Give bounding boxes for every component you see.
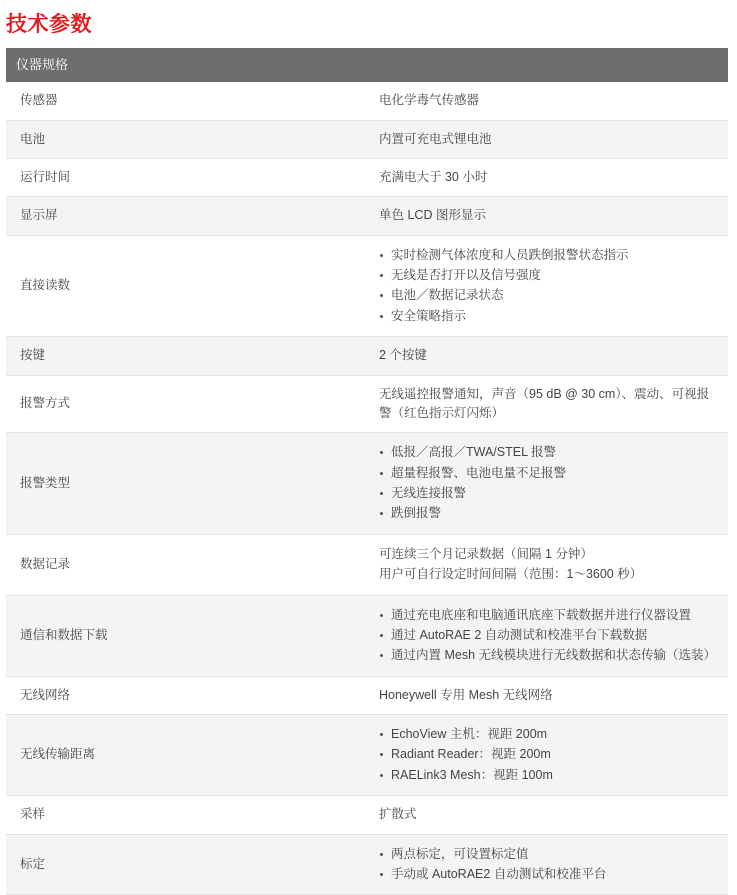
spec-label: 报警方式: [6, 375, 367, 433]
spec-bullet-item: 安全策略指示: [379, 307, 718, 326]
table-row: [6, 534, 728, 595]
spec-bullet-item: 实时检测气体浓度和人员跌倒报警状态指示: [379, 246, 718, 265]
spec-value: 2 个按键: [367, 337, 728, 375]
spec-label: 数据记录: [6, 534, 367, 595]
spec-label: 传感器: [6, 82, 367, 120]
spec-bullet-list: [379, 606, 718, 666]
page-title: 技术参数: [6, 13, 92, 36]
spec-label: 显示屏: [6, 197, 367, 235]
table-row: [6, 433, 728, 535]
table-row: [6, 337, 728, 375]
table-row: [6, 235, 728, 337]
table-header-row: [6, 48, 728, 82]
spec-value: [367, 834, 728, 895]
spec-value: 电化学毒气传感器: [367, 82, 728, 120]
spec-label: 运行时间: [6, 158, 367, 196]
spec-label: 标定: [6, 834, 367, 895]
table-row: [6, 676, 728, 714]
table-header-label: 仪器规格: [6, 48, 728, 82]
spec-value: 单色 LCD 图形显示: [367, 197, 728, 235]
spec-bullet-item: 低报／高报／TWA/STEL 报警: [379, 443, 718, 462]
spec-value: 扩散式: [367, 796, 728, 834]
table-row: [6, 120, 728, 158]
spec-label: 电池: [6, 120, 367, 158]
spec-label: 无线网络: [6, 676, 367, 714]
spec-value: 充满电大于 30 小时: [367, 158, 728, 196]
spec-bullet-item: 电池／数据记录状态: [379, 286, 718, 305]
spec-bullet-list: [379, 845, 718, 885]
spec-value-line: 用户可自行设定时间间隔（范围：1～3600 秒）: [379, 567, 643, 582]
spec-bullet-item: EchoView 主机：视距 200m: [379, 725, 718, 744]
spec-bullet-item: 通过 AutoRAE 2 自动测试和校准平台下载数据: [379, 626, 718, 645]
spec-value-line: 可连续三个月记录数据（间隔 1 分钟）: [379, 546, 593, 561]
spec-bullet-item: 通过内置 Mesh 无线模块进行无线数据和状态传输（选装）: [379, 646, 718, 665]
spec-label: 无线传输距离: [6, 715, 367, 796]
table-row: [6, 82, 728, 120]
spec-bullet-list: [379, 246, 718, 327]
table-row: [6, 834, 728, 895]
spec-value: [367, 715, 728, 796]
spec-bullet-item: 无线是否打开以及信号强度: [379, 266, 718, 285]
spec-value: [367, 534, 728, 595]
spec-label: 采样: [6, 796, 367, 834]
table-body: [6, 48, 728, 895]
spec-value: 无线遥控报警通知，声音（95 dB @ 30 cm）、震动、可视报警（红色指示灯闪烁）: [367, 375, 728, 433]
specifications-table: [6, 48, 728, 895]
table-row: [6, 796, 728, 834]
spec-label: 按键: [6, 337, 367, 375]
spec-bullet-item: 超量程报警、电池电量不足报警: [379, 464, 718, 483]
spec-bullet-item: 两点标定，可设置标定值: [379, 845, 718, 864]
spec-bullet-item: 手动或 AutoRAE2 自动测试和校准平台: [379, 865, 718, 884]
table-row: [6, 715, 728, 796]
table-row: [6, 375, 728, 433]
table-row: [6, 158, 728, 196]
spec-bullet-item: 跌倒报警: [379, 504, 718, 523]
spec-bullet-list: [379, 725, 718, 785]
spec-value: [367, 235, 728, 337]
spec-value: [367, 433, 728, 535]
spec-bullet-item: RAELink3 Mesh：视距 100m: [379, 766, 718, 785]
spec-bullet-list: [379, 443, 718, 524]
spec-page: [0, 8, 737, 895]
table-row: [6, 595, 728, 676]
spec-bullet-item: 通过充电底座和电脑通讯底座下载数据并进行仪器设置: [379, 606, 718, 625]
spec-bullet-item: 无线连接报警: [379, 484, 718, 503]
spec-bullet-item: Radiant Reader：视距 200m: [379, 745, 718, 764]
spec-label: 直接读数: [6, 235, 367, 337]
spec-value: Honeywell 专用 Mesh 无线网络: [367, 676, 728, 714]
spec-label: 报警类型: [6, 433, 367, 535]
spec-value: [367, 595, 728, 676]
spec-value: 内置可充电式锂电池: [367, 120, 728, 158]
table-row: [6, 197, 728, 235]
spec-label: 通信和数据下载: [6, 595, 367, 676]
